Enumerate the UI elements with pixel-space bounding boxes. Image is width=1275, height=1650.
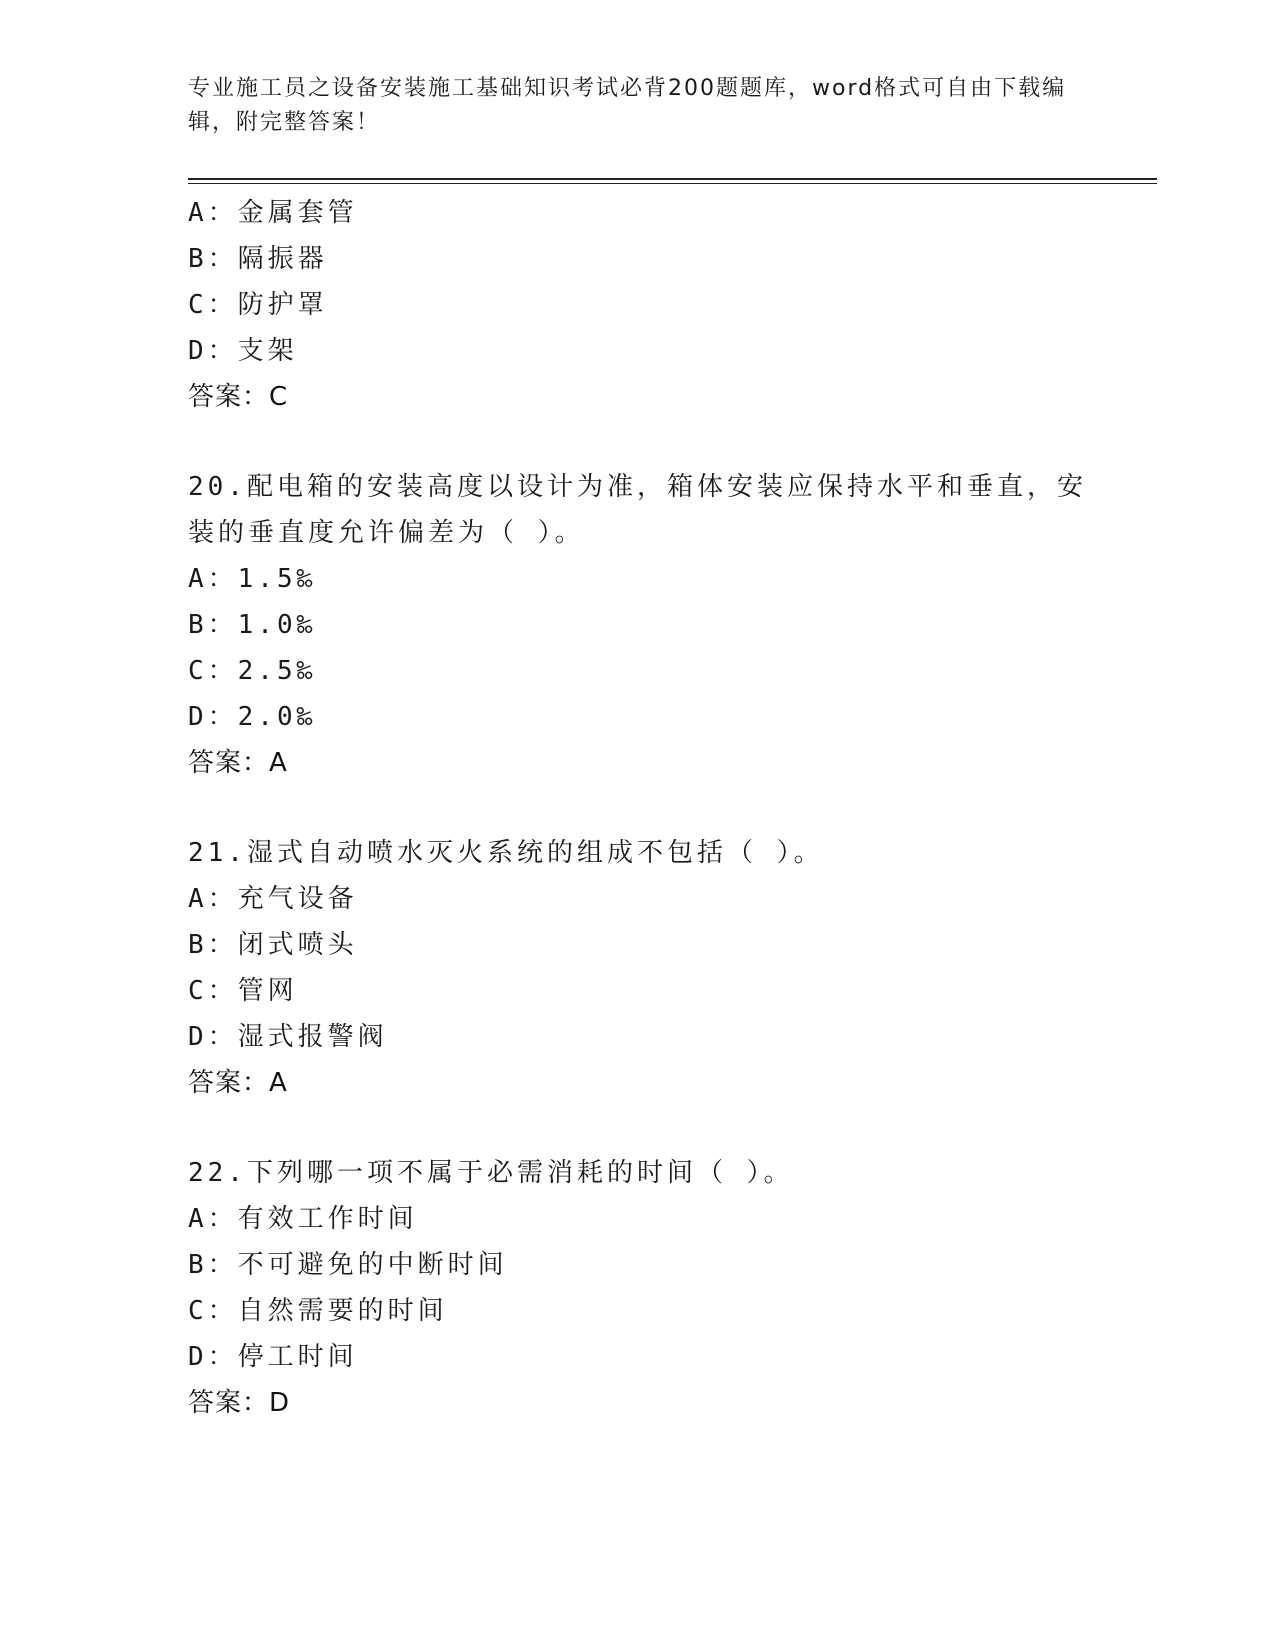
question-block-21 <box>188 830 1088 1106</box>
option-c: C：防护罩 <box>188 290 328 320</box>
option-c: C：自然需要的时间 <box>188 1296 448 1326</box>
option-c: C：管网 <box>188 976 298 1006</box>
question-block-20 <box>188 464 1088 786</box>
option-d: D：支架 <box>188 336 298 366</box>
option-d: D：2.0‰ <box>188 702 317 732</box>
document-header: 专业施工员之设备安装施工基础知识考试必背200题题库，word格式可自由下载编辑，附完整答案！ <box>188 76 1067 135</box>
answer-line: 答案：C <box>188 382 289 412</box>
question-block-22 <box>188 1150 1088 1426</box>
option-a: A：1.5‰ <box>188 564 317 594</box>
option-a: A：充气设备 <box>188 884 358 914</box>
answer-line: 答案：A <box>188 748 288 778</box>
option-a: A：金属套管 <box>188 198 358 228</box>
option-d: D：停工时间 <box>188 1342 358 1372</box>
question-stem: 21.湿式自动喷水灭火系统的组成不包括（ ）。 <box>188 838 824 868</box>
option-b: B：隔振器 <box>188 244 328 274</box>
option-d: D：湿式报警阀 <box>188 1022 388 1052</box>
option-b: B：1.0‰ <box>188 610 317 640</box>
question-stem: 20.配电箱的安装高度以设计为准，箱体安装应保持水平和垂直，安装的垂直度允许偏差为（ ）。 <box>188 472 1087 548</box>
option-c: C：2.5‰ <box>188 656 317 686</box>
spacer <box>188 786 1088 830</box>
question-list <box>188 190 1088 1426</box>
question-stem: 22.下列哪一项不属于必需消耗的时间（ ）。 <box>188 1158 794 1188</box>
option-b: B：不可避免的中断时间 <box>188 1250 508 1280</box>
spacer <box>188 1106 1088 1150</box>
option-a: A：有效工作时间 <box>188 1204 418 1234</box>
answer-line: 答案：A <box>188 1068 288 1098</box>
answer-line: 答案：D <box>188 1388 291 1418</box>
option-b: B：闭式喷头 <box>188 930 358 960</box>
header-divider-thin <box>188 183 1157 184</box>
spacer <box>188 420 1088 464</box>
header-divider-thick <box>188 178 1157 180</box>
question-block-19 <box>188 190 1088 420</box>
